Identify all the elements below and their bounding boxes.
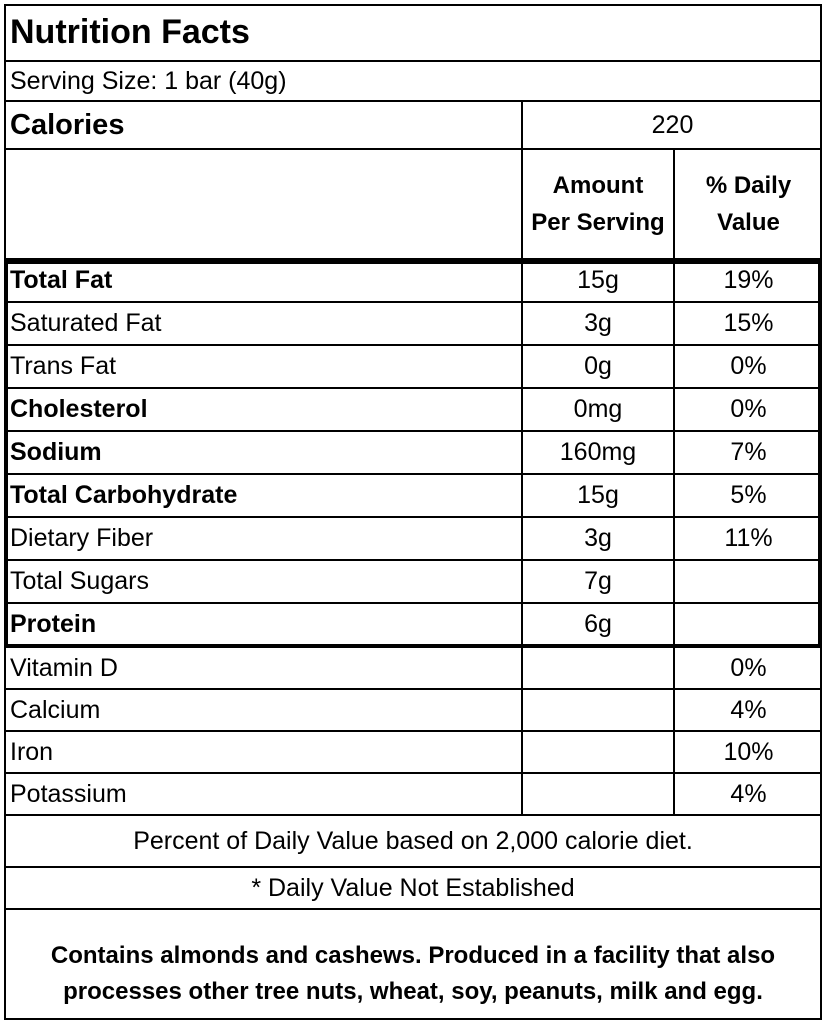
amount-per-serving-header: Amount Per Serving: [531, 172, 665, 236]
vitamin-daily-value: 0%: [730, 653, 767, 682]
nutrient-name: Dietary Fiber: [10, 524, 154, 552]
nutrient-row: [4, 260, 822, 303]
nutrient-name: Cholesterol: [10, 395, 148, 423]
nutrient-name: Sodium: [10, 438, 102, 466]
serving-size: Serving Size: 1 bar (40g): [10, 66, 287, 95]
nutrient-name: Trans Fat: [10, 352, 117, 380]
nutrition-label: [4, 4, 822, 1020]
nutrient-row: [4, 303, 822, 346]
nutrient-daily-value: 19%: [723, 266, 774, 294]
nutrient-name: Saturated Fat: [10, 309, 162, 337]
vitamin-row: [4, 690, 822, 732]
allergen-row: [4, 910, 822, 1020]
vitamin-name: Calcium: [10, 695, 101, 724]
nutrient-amount: 3g: [584, 309, 612, 337]
dv-footnote-row: [4, 816, 822, 868]
nutrient-name: Total Carbohydrate: [10, 481, 238, 509]
nutrient-name: Total Fat: [10, 266, 113, 294]
nutrient-row: [4, 604, 822, 647]
vitamin-daily-value: 10%: [723, 737, 774, 766]
vitamin-daily-value: 4%: [730, 695, 767, 724]
label-title: Nutrition Facts: [10, 12, 250, 51]
nutrient-row: [4, 432, 822, 475]
vitamin-daily-value: 4%: [730, 779, 767, 808]
nutrient-amount: 15g: [577, 266, 619, 294]
allergen-statement-line-2: processes other tree nuts, wheat, soy, peanuts, milk and egg.: [63, 978, 763, 1005]
title-row: [4, 4, 822, 62]
nutrient-row: [4, 475, 822, 518]
not-established-row: [4, 868, 822, 910]
vitamin-row: [4, 648, 822, 690]
nutrient-daily-value: 15%: [723, 309, 774, 337]
nutrient-amount: 15g: [577, 481, 619, 509]
nutrient-amount: 0g: [584, 352, 612, 380]
nutrient-name: Total Sugars: [10, 567, 149, 595]
nutrient-daily-value: 0%: [730, 352, 767, 380]
nutrient-daily-value: 0%: [730, 395, 767, 423]
calories-label: Calories: [10, 108, 125, 141]
nutrient-amount: 7g: [584, 567, 612, 595]
allergen-statement-line-1: Contains almonds and cashews. Produced in a facility that also: [50, 942, 776, 969]
nutrient-row: [4, 346, 822, 389]
nutrient-amount: 6g: [584, 610, 612, 638]
vitamin-row: [4, 774, 822, 816]
calories-value: 220: [651, 110, 694, 139]
nutrient-daily-value: 11%: [724, 524, 773, 552]
vitamin-name: Potassium: [10, 779, 127, 808]
nutrient-amount: 3g: [584, 524, 612, 552]
vitamin-row: [4, 732, 822, 774]
nutrient-row: [4, 561, 822, 604]
nutrient-name: Protein: [10, 610, 97, 638]
nutrient-row: [4, 389, 822, 432]
calories-row: [4, 102, 822, 150]
nutrient-amount: 0mg: [573, 395, 623, 423]
nutrient-daily-value: 5%: [730, 481, 767, 509]
vitamin-name: Vitamin D: [10, 653, 118, 682]
nutrient-row: [4, 518, 822, 561]
serving-size-row: [4, 62, 822, 102]
dv-footnote: Percent of Daily Value based on 2,000 calorie diet.: [133, 826, 693, 855]
vitamin-name: Iron: [10, 737, 54, 766]
nutrient-amount: 160mg: [559, 438, 637, 466]
nutrient-daily-value: 7%: [730, 438, 767, 466]
daily-value-header: % Daily Value: [705, 172, 792, 236]
not-established-footnote: * Daily Value Not Established: [251, 873, 575, 902]
column-header-row: [4, 150, 822, 260]
